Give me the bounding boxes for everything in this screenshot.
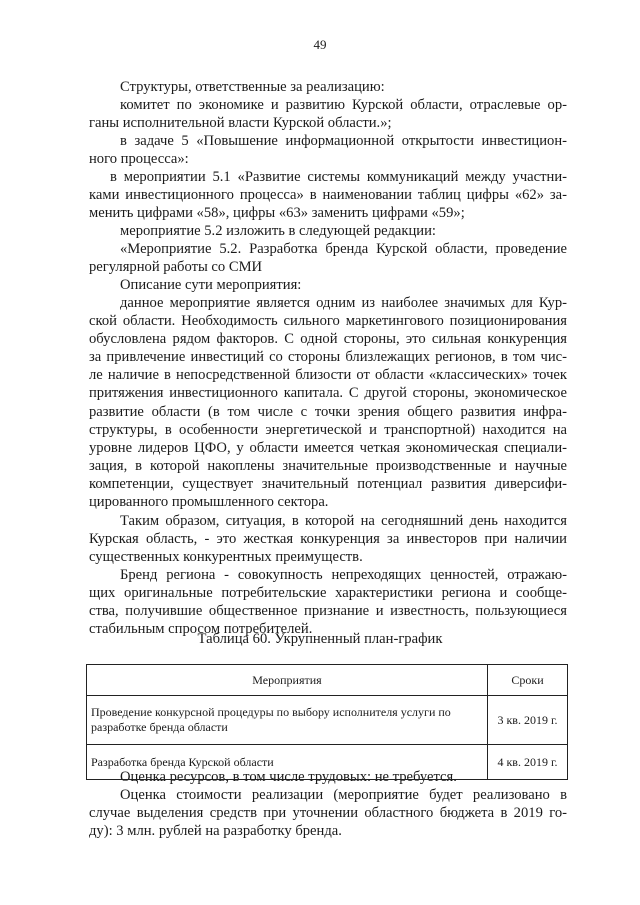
text-line: ду): 3 млн. рублей на разработку бренда. — [89, 823, 342, 840]
paragraph — [89, 78, 567, 96]
text-line: стабильным спросом потребителей. — [89, 621, 313, 638]
text-line: ганы исполнительной власти Курской области.»; — [89, 115, 392, 132]
table-cell-activity: Разработка бренда Курской области — [87, 745, 488, 780]
text-line: Курская область, - это жесткая конкуренция за инвесторов при наличии — [89, 531, 567, 548]
text-line: Оценка стоимости реализации (мероприятие будет реализовано в — [120, 787, 567, 803]
text-line: Структуры, ответственные за реализацию: — [120, 79, 385, 95]
text-line: в мероприятии 5.1 «Развитие системы коммуникаций между участни- — [110, 169, 567, 185]
text-line: за привлечение инвестиций со стороны близлежащих регионов, в том чис- — [89, 349, 567, 366]
text-line: щих оригинальные потребительские характеристики региона и сообще- — [89, 585, 567, 602]
text-line: комитет по экономике и развитию Курской области, отраслевые ор- — [120, 97, 567, 113]
text-line: в задаче 5 «Повышение информационной открытости инвестицион- — [120, 133, 567, 149]
table-cell-deadline: 3 кв. 2019 г. — [488, 696, 568, 745]
table-row — [87, 696, 568, 745]
schedule-table — [86, 664, 568, 780]
text-line: Оценка ресурсов, в том числе трудовых: не требуется. — [120, 769, 457, 785]
text-line: менить цифрами «58», цифры «63» заменить цифрами «59»; — [89, 205, 465, 222]
paragraph — [89, 566, 567, 638]
text-line: структуры, в особенности энергетической и транспортной) находится на — [89, 421, 567, 438]
text-line: Бренд региона - совокупность непреходящих ценностей, отражаю- — [120, 567, 567, 583]
text-line: ле наличие в непосредственной близости от области «классических» точек — [89, 367, 567, 384]
text-line: ками инвестиционного процесса» в наименовании таблиц цифры «62» за- — [89, 187, 567, 204]
table-row — [87, 745, 568, 780]
table-cell-activity: Проведение конкурсной процедуры по выбору исполнителя услуги по разработке бренда области — [87, 696, 488, 745]
text-line: развитие области (в том числе с точки зрения общего развития инфра- — [89, 403, 567, 420]
paragraph — [89, 132, 567, 168]
header-deadlines: Сроки — [488, 665, 568, 696]
text-line: ного процесса»: — [89, 151, 189, 168]
text-line: компетенции, существует значительный потенциал развития диверсифи- — [89, 475, 567, 492]
text-line: Таким образом, ситуация, в которой на сегодняшний день находится — [120, 513, 567, 529]
text-line: регулярной работы со СМИ — [89, 259, 263, 276]
text-line: ской области. Необходимость сильного маркетингового позиционирования — [89, 313, 567, 330]
text-line: мероприятие 5.2 изложить в следующей редакции: — [120, 223, 436, 239]
paragraph — [89, 168, 567, 222]
paragraph — [89, 240, 567, 276]
text-line: обусловлена рядом факторов. С одной стороны, это сильная конкуренция — [89, 331, 567, 348]
text-line: зация, в которой накоплены значительные производственные и научные — [89, 457, 567, 474]
paragraph — [89, 96, 567, 132]
paragraph — [89, 512, 567, 566]
text-line: существенных конкурентных преимуществ. — [89, 549, 363, 566]
text-line: притяжения инвестиционного капитала. С другой стороны, экономическое — [89, 385, 567, 402]
text-line: «Мероприятие 5.2. Разработка бренда Курской области, проведение — [120, 241, 567, 257]
text-line: данное мероприятие является одним из наиболее значимых для Кур- — [120, 295, 567, 311]
table-caption: Таблица 60. Укрупненный план-график — [197, 631, 443, 647]
table-header-row — [87, 665, 568, 696]
header-activities: Мероприятия — [87, 665, 488, 696]
paragraph — [89, 294, 567, 511]
page-number: 49 — [313, 37, 327, 52]
paragraph — [89, 786, 567, 840]
text-line: ства, получившие общественное признание и известность, пользующиеся — [89, 603, 567, 620]
paragraph — [89, 276, 567, 294]
paragraph — [89, 222, 567, 240]
text-line: уровне лидеров ЦФО, у области имеется четкая экономическая специали- — [89, 439, 567, 456]
text-line: случае выделения средств при уточнении областного бюджета в 2019 го- — [89, 805, 567, 822]
text-line: Описание сути мероприятия: — [120, 277, 302, 293]
text-line: цированного промышленного сектора. — [89, 494, 329, 511]
table-cell-deadline: 4 кв. 2019 г. — [488, 745, 568, 780]
